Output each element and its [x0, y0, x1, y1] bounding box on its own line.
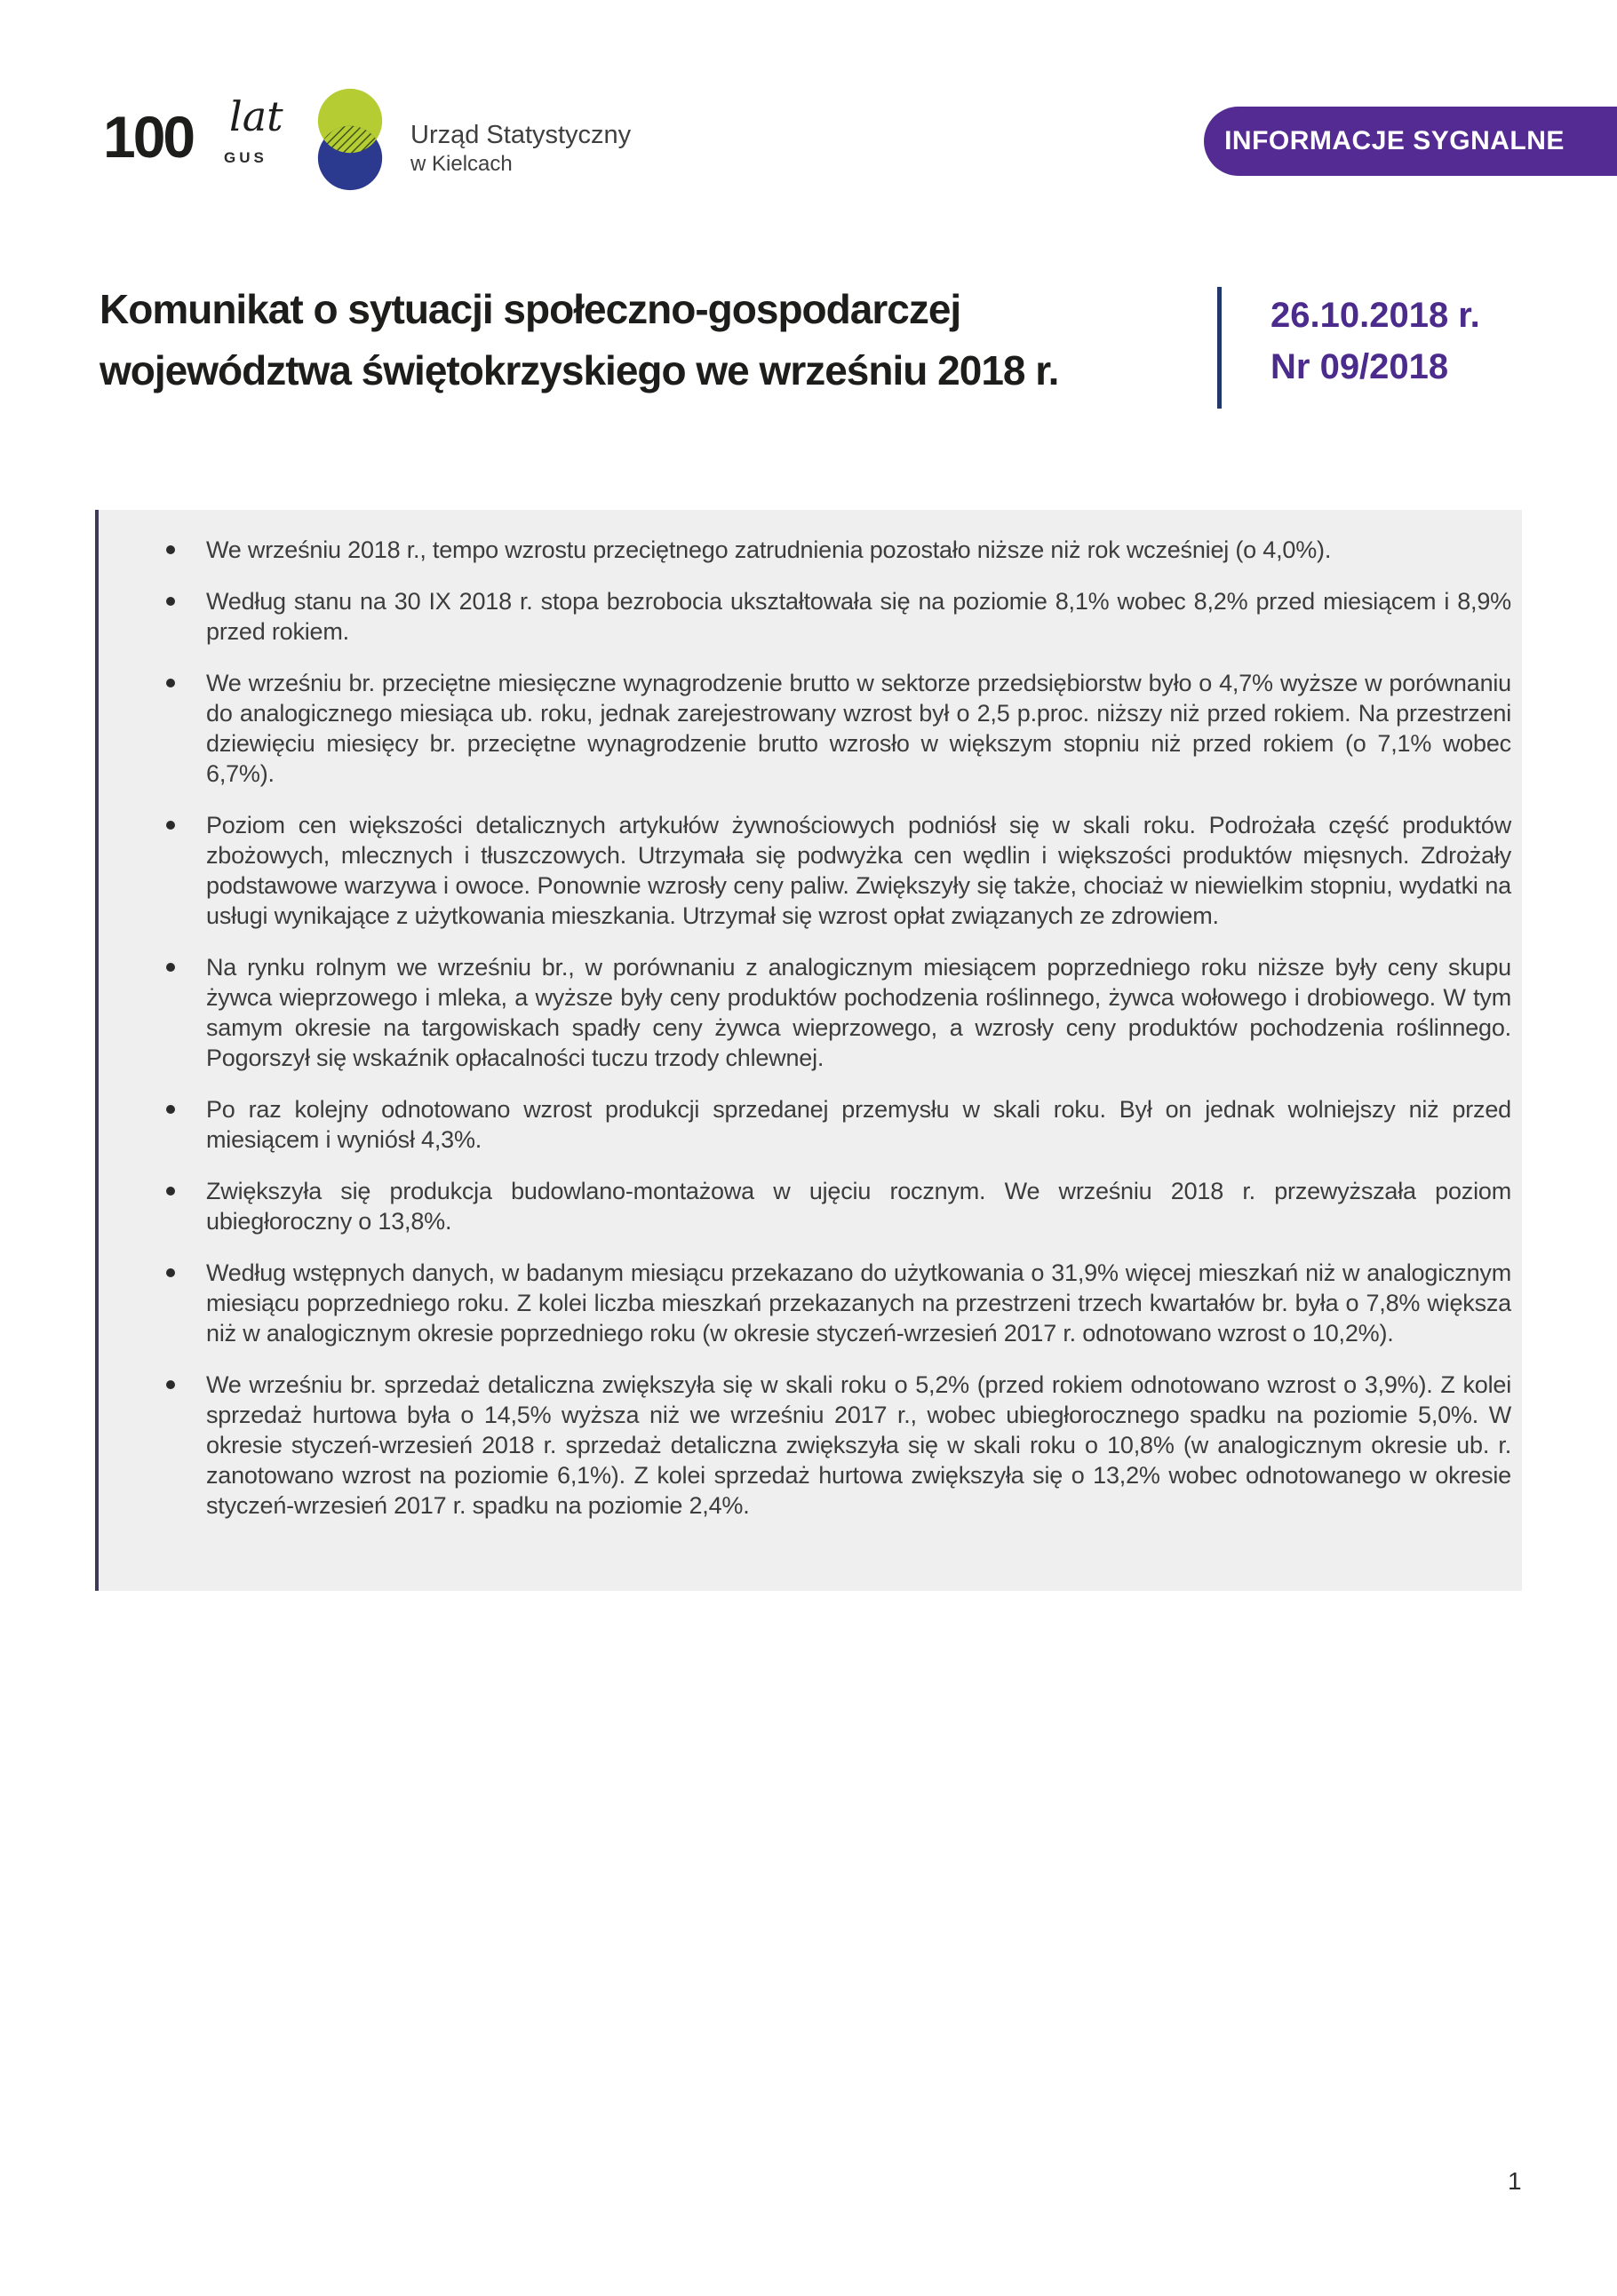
- page-number: 1: [1508, 2167, 1522, 2195]
- gus-centenary-logo-number: 100: [103, 104, 194, 170]
- office-name-line1: Urząd Statystyczny: [410, 121, 632, 149]
- summary-bullet: Zwiększyła się produkcja budowlano-montażowa w ujęciu rocznym. We wrześniu 2018 r. przewyższała poziom ubiegłoroczny o 13,8%.: [99, 1176, 1511, 1236]
- informacje-sygnalne-badge: [1204, 107, 1617, 176]
- summary-bullet: We wrześniu br. sprzedaż detaliczna zwiększyła się w skali roku o 5,2% (przed rokiem odnotowano wzrost o 3,9%). Z kolei sprzedaż hurtowa była o 14,5% wyższa niż we wrześniu 2017 r., wobec ubiegłorocznego spadku na poziomie 5,0%. W okresie styczeń-wrzesień 2018 r. sprzedaż detaliczna zwiększyła się w skali roku o 10,8% (w analogicznym okresie ub. r. zanotowano wzrost na poziomie 6,1%). Z kolei sprzedaż hurtowa zwiększyła się o 13,2% wobec odnotowanego w okresie styczeń-wrzesień 2017 r. spadku na poziomie 2,4%.: [99, 1370, 1511, 1521]
- summary-bullet: We wrześniu br. przeciętne miesięczne wynagrodzenie brutto w sektorze przedsiębiorstw było o 4,7% wyższe w porównaniu do analogicznego miesiąca ub. roku, jednak zarejestrowany wzrost był o 2,5 p.proc. niższy niż przed rokiem. Na przestrzeni dziewięciu miesięcy br. przeciętne wynagrodzenie brutto wzrosło w większym stopniu niż przed rokiem (o 7,1% wobec 6,7%).: [99, 668, 1511, 789]
- summary-bullet: We wrześniu 2018 r., tempo wzrostu przeciętnego zatrudnienia pozostało niższe niż rok wcześniej (o 4,0%).: [99, 535, 1511, 565]
- page-title-line1: Komunikat o sytuacji społeczno-gospodarczej: [100, 286, 961, 332]
- issue-number: Nr 09/2018: [1270, 347, 1449, 386]
- office-name-line2: w Kielcach: [410, 152, 513, 177]
- summary-bullet-list: [99, 535, 1511, 1521]
- summary-bullet: Według wstępnych danych, w badanym miesiącu przekazano do użytkowania o 31,9% więcej mieszkań niż w analogicznym miesiącu poprzedniego roku. Z kolei liczba mieszkań przekazanych na przestrzeni trzech kwartałów br. była o 7,8% większa niż w analogicznym okresie poprzedniego roku (w okresie styczeń-wrzesień 2017 r. odnotowano wzrost o 10,2%).: [99, 1258, 1511, 1348]
- statistical-office-circles-icon: [306, 87, 394, 192]
- summary-bullet: Poziom cen większości detalicznych artykułów żywnościowych podniósł się w skali roku. Podrożała część produktów zbożowych, mlecznych i tłuszczowych. Utrzymała się podwyżka cen wędlin i większości produktów mięsnych. Zdrożały podstawowe warzywa i owoce. Ponownie wzrosły ceny paliw. Zwiększyły się także, chociaż w niewielkim stopniu, wydatki na usługi wynikające z użytkowania mieszkania. Utrzymał się wzrost opłat związanych ze zdrowiem.: [99, 810, 1511, 931]
- badge-label: INFORMACJE SYGNALNE: [1224, 126, 1565, 155]
- gus-centenary-logo-lat: lat: [229, 92, 283, 140]
- page-title-line2: województwa świętokrzyskiego we wrześniu 2018 r.: [100, 347, 1059, 393]
- summary-bullet: Według stanu na 30 IX 2018 r. stopa bezrobocia ukształtowała się na poziomie 8,1% wobec 8,2% przed miesiącem i 8,9% przed rokiem.: [99, 586, 1511, 647]
- issue-meta: [1270, 290, 1480, 393]
- publication-date: 26.10.2018 r.: [1270, 296, 1480, 335]
- page-title: [100, 279, 1206, 401]
- title-divider: [1217, 287, 1222, 409]
- office-name: [410, 121, 631, 177]
- summary-bullet: Na rynku rolnym we wrześniu br., w porównaniu z analogicznym miesiącem poprzedniego roku niższe były ceny skupu żywca wieprzowego i mleka, a wyższe były ceny produktów pochodzenia roślinnego, żywca wołowego i drobiowego. W tym samym okresie na targowiskach spadły ceny żywca wieprzowego, a wzrosły ceny produktów pochodzenia roślinnego. Pogorszył się wskaźnik opłacalności tuczu trzody chlewnej.: [99, 952, 1511, 1073]
- gus-centenary-logo-gus: GUS: [224, 149, 267, 166]
- summary-bullet: Po raz kolejny odnotowano wzrost produkcji sprzedanej przemysłu w skali roku. Był on jednak wolniejszy niż przed miesiącem i wyniósł 4,3%.: [99, 1094, 1511, 1155]
- summary-panel: [95, 510, 1522, 1591]
